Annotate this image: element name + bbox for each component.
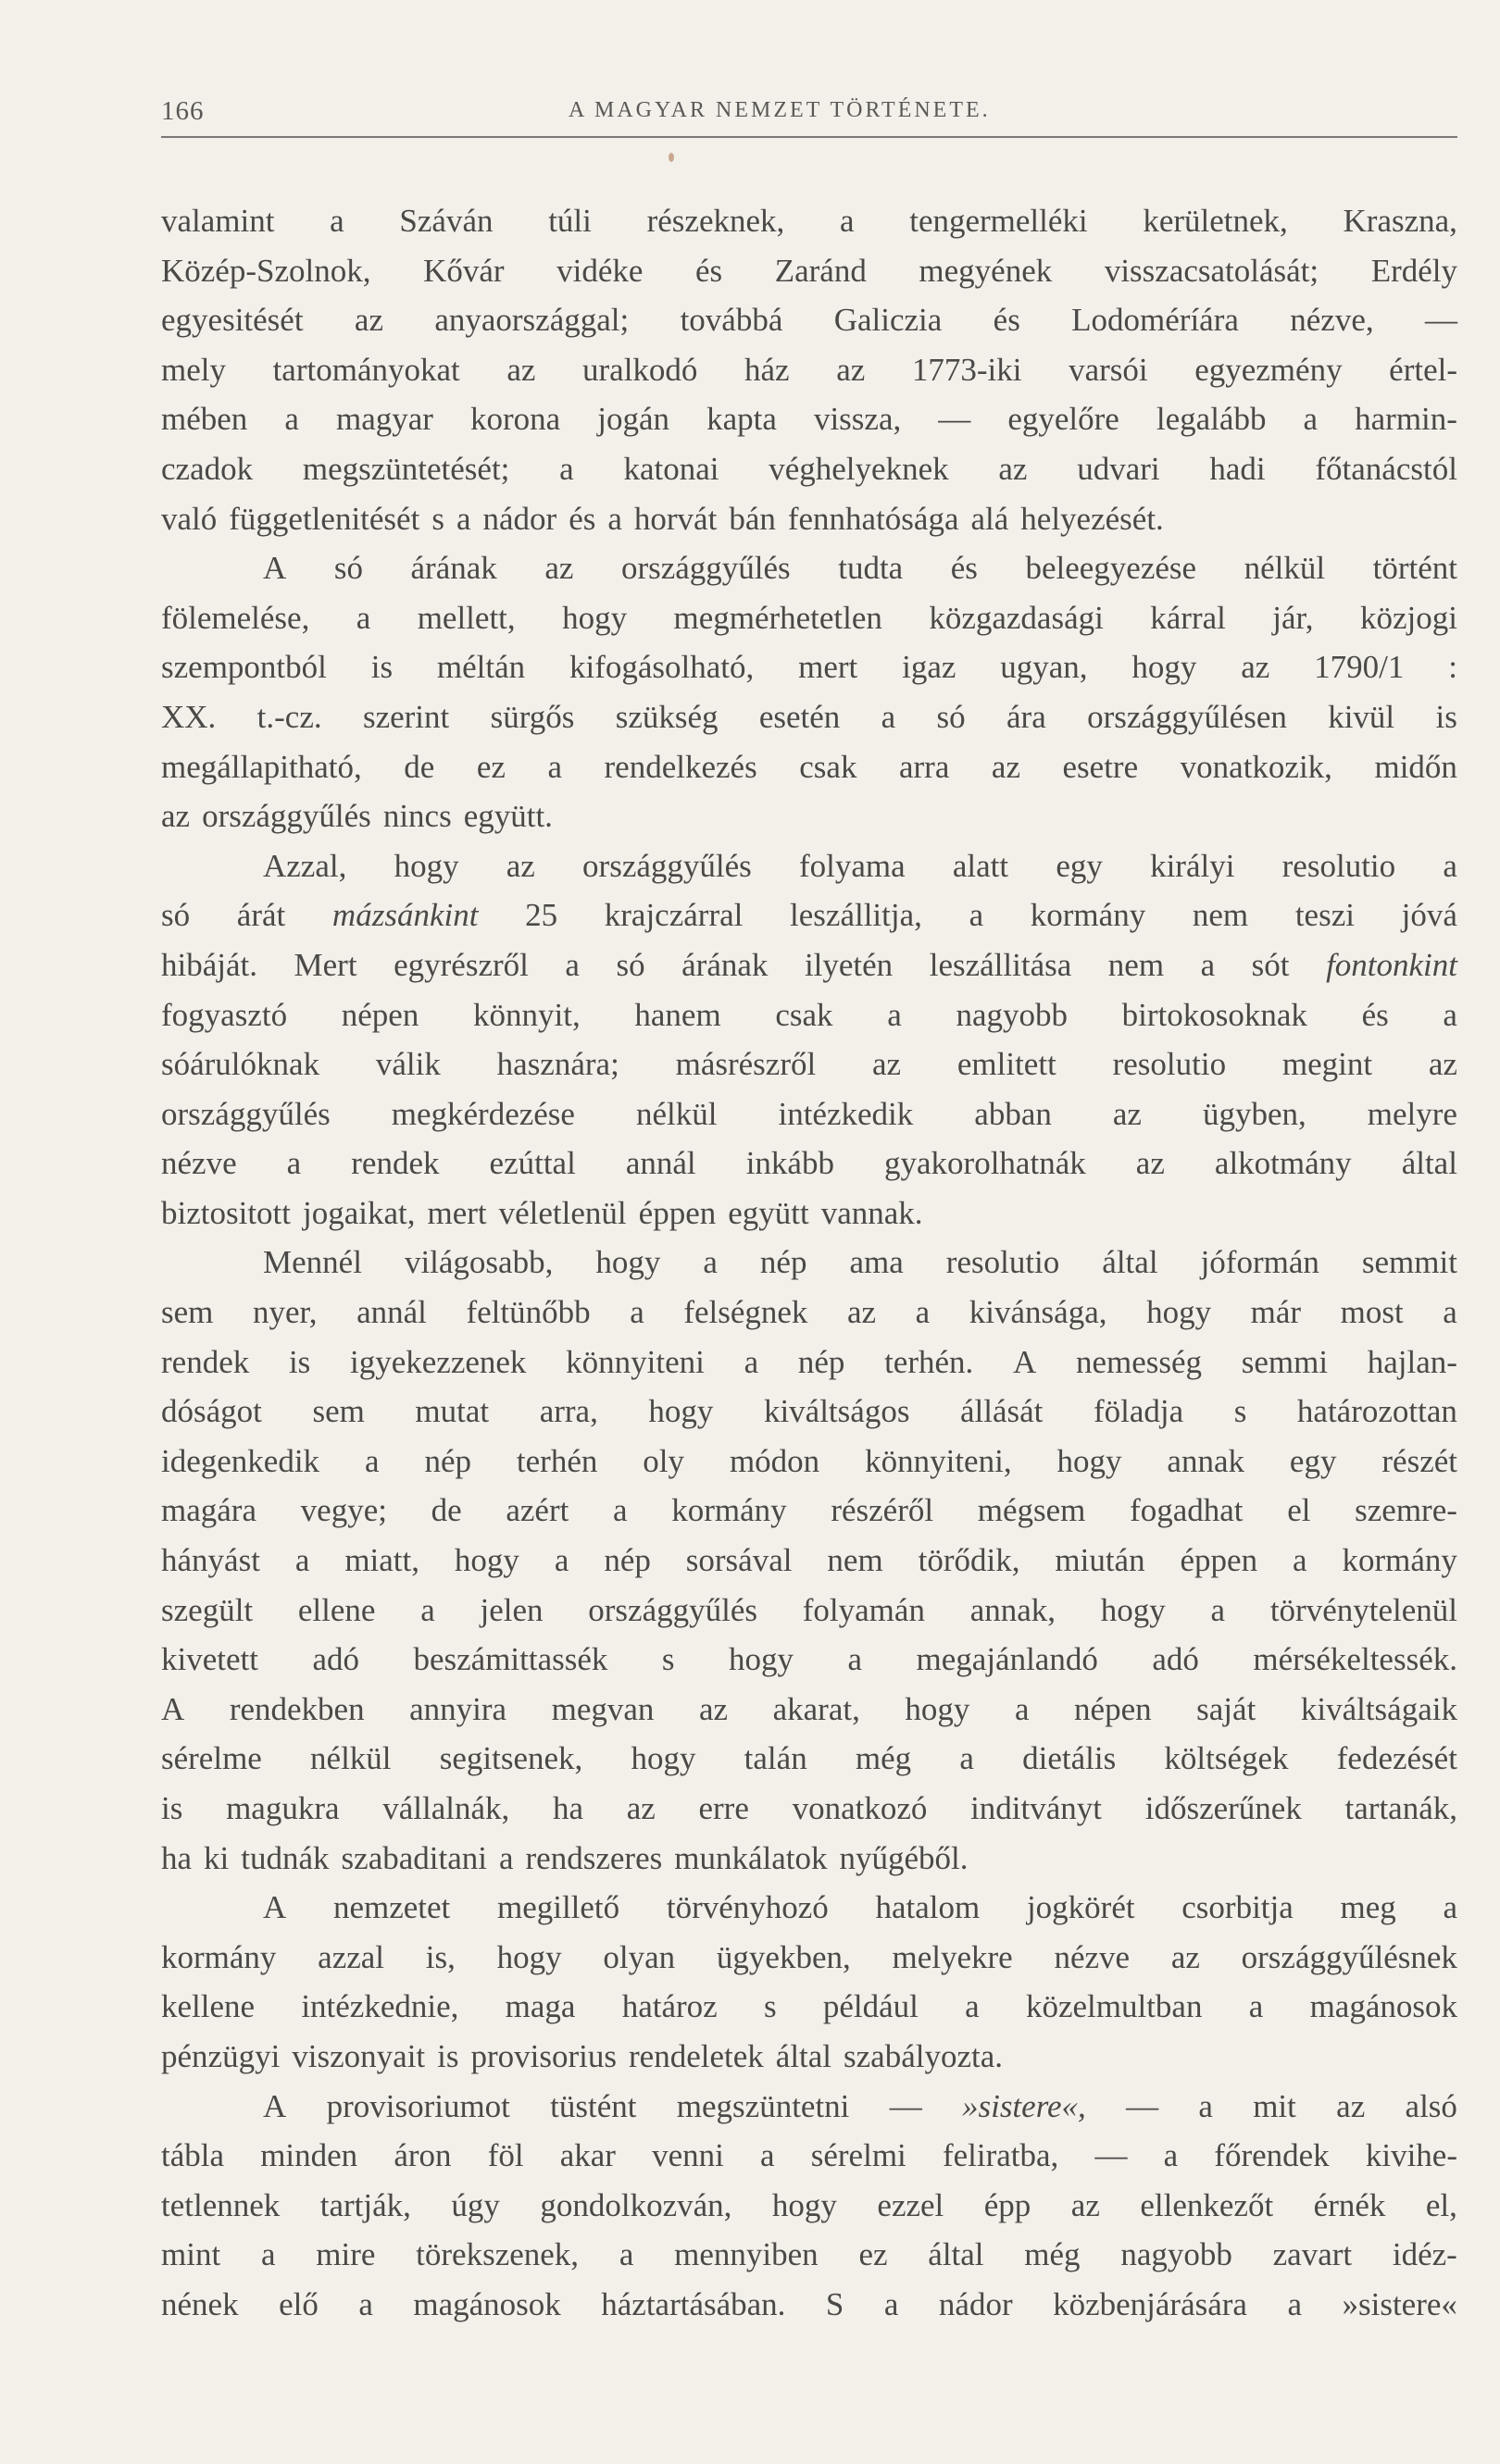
text-line: tábla minden áron föl akar venni a sérelmi feliratba, — a főrendek kivihe- — [161, 2137, 1457, 2174]
text-line: kormány azzal is, hogy olyan ügyekben, melyekre nézve az országgyűlésnek — [161, 1938, 1457, 1975]
text-line: valamint a Száván túli részeknek, a tengermelléki kerületnek, Kraszna, — [161, 203, 1457, 239]
text-line: is magukra vállalnák, ha az erre vonatkozó inditványt időszerűnek tartanák, — [161, 1790, 1457, 1826]
text-line: fogyasztó népen könnyit, hanem csak a nagyobb birtokosoknak és a — [161, 996, 1457, 1033]
text-line: kellene intézkednie, maga határoz s például a közelmultban a magánosok — [161, 1988, 1457, 2025]
text-line: megállapitható, de ez a rendelkezés csak arra az esetre vonatkozik, midőn — [161, 748, 1457, 785]
text-line: XX. t.-cz. szerint sürgős szükség esetén a só ára országgyűlésen kivül is — [161, 698, 1457, 735]
header-rule — [161, 136, 1457, 138]
text-line: mint a mire törekszenek, a mennyiben ez által még nagyobb zavart idéz- — [161, 2236, 1457, 2273]
text-line: egyesitését az anyaországgal; továbbá Galiczia és Lodoméríára nézve, — — [161, 302, 1457, 339]
text-line: pénzügyi viszonyait is provisorius rendeletek által szabályozta. — [161, 2037, 1004, 2074]
text-line: fölemelése, a mellett, hogy megmérhetetlen közgazdasági kárral jár, közjogi — [161, 599, 1457, 636]
page-number: 166 — [161, 96, 205, 126]
text-line: nének elő a magánosok háztartásában. S a nádor közbenjárására a »sistere« — [161, 2285, 1457, 2322]
text-line: magára vegye; de azért a kormány részéről mégsem fogadhat el szemre- — [161, 1492, 1457, 1529]
text-line: mely tartományokat az uralkodó ház az 1773-iki varsói egyezmény értel- — [161, 351, 1457, 388]
text-line: tetlennek tartják, úgy gondolkozván, hogy ezzel épp az ellenkezőt érnék el, — [161, 2186, 1457, 2223]
text-line: sem nyer, annál feltünőbb a felségnek az a kivánsága, hogy már most a — [161, 1294, 1457, 1331]
text-line: kivetett adó beszámittassék s hogy a megajánlandó adó mérsékeltessék. — [161, 1641, 1457, 1678]
text-line: Azzal, hogy az országgyűlés folyama alatt egy királyi resolutio a — [263, 847, 1457, 884]
text-line: A rendekben annyira megvan az akarat, hogy a népen saját kiváltságaik — [161, 1690, 1457, 1727]
text-line: sérelme nélkül segitsenek, hogy talán még a dietális költségek fedezését — [161, 1740, 1457, 1777]
body-text — [161, 196, 1457, 2330]
text-line: hibáját. Mert egyrészről a só árának ilyetén leszállitása nem a sót fontonkint — [161, 946, 1457, 983]
text-line: idegenkedik a nép terhén oly módon könnyiteni, hogy annak egy részét — [161, 1442, 1457, 1479]
text-line: nézve a rendek ezúttal annál inkább gyakorolhatnák az alkotmány által — [161, 1145, 1457, 1182]
text-line: A provisoriumot tüstént megszüntetni — »sistere«, — a mit az alsó — [263, 2087, 1457, 2124]
text-line: hányást a miatt, hogy a nép sorsával nem törődik, miután éppen a kormány — [161, 1542, 1457, 1579]
text-line: szempontból is méltán kifogásolható, mert igaz ugyan, hogy az 1790/1 : — [161, 649, 1457, 686]
paper-speck — [669, 153, 674, 162]
text-line: A nemzetet megillető törvényhozó hatalom jogkörét csorbitja meg a — [263, 1889, 1457, 1926]
text-line: rendek is igyekezzenek könnyiteni a nép terhén. A nemesség semmi hajlan- — [161, 1343, 1457, 1380]
running-head — [161, 96, 1457, 133]
text-line: Mennél világosabb, hogy a nép ama resolutio által jóformán semmit — [263, 1244, 1457, 1281]
running-title: A MAGYAR NEMZET TÖRTÉNETE. — [569, 98, 991, 122]
text-line: só árát mázsánkint 25 krajczárral leszállitja, a kormány nem teszi jóvá — [161, 897, 1457, 934]
text-line: biztositott jogaikat, mert véletlenül éppen együtt vannak. — [161, 1194, 923, 1231]
text-line: országgyűlés megkérdezése nélkül intézkedik abban az ügyben, melyre — [161, 1095, 1457, 1132]
text-line: sóárulóknak válik hasznára; másrészről az emlitett resolutio megint az — [161, 1046, 1457, 1083]
text-line: A só árának az országgyűlés tudta és beleegyezése nélkül történt — [263, 550, 1457, 587]
text-line: való függetlenitését s a nádor és a horvát bán fennhatósága alá helyezését. — [161, 500, 1164, 537]
text-line: Közép-Szolnok, Kővár vidéke és Zaránd megyének visszacsatolását; Erdély — [161, 252, 1457, 289]
text-line: mében a magyar korona jogán kapta vissza, — egyelőre legalább a harmin- — [161, 401, 1457, 438]
text-line: szegült ellene a jelen országgyűlés folyamán annak, hogy a törvénytelenül — [161, 1591, 1457, 1628]
text-line: az országgyűlés nincs együtt. — [161, 798, 553, 835]
text-line: czadok megszüntetését; a katonai véghelyeknek az udvari hadi főtanácstól — [161, 450, 1457, 487]
text-line: dóságot sem mutat arra, hogy kiváltságos állását föladja s határozottan — [161, 1393, 1457, 1430]
text-line: ha ki tudnák szabaditani a rendszeres munkálatok nyűgéből. — [161, 1839, 969, 1876]
